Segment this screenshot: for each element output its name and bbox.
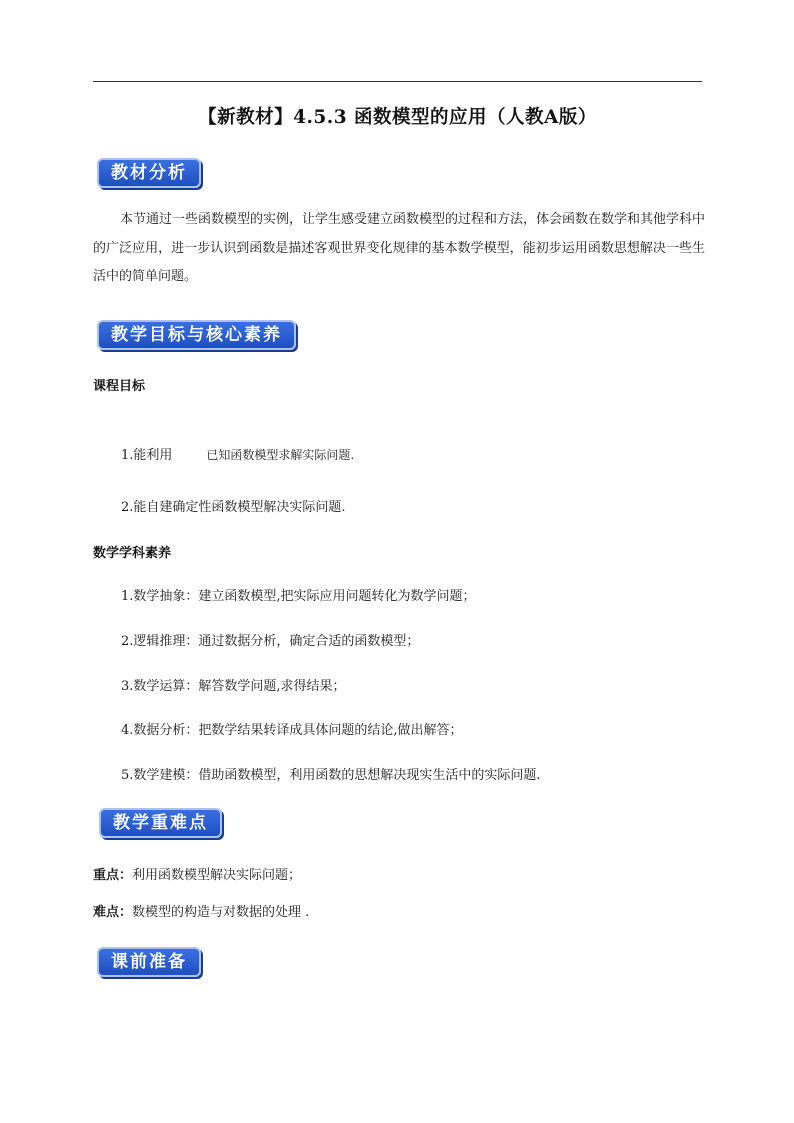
goal-1-number: 1. <box>121 448 134 463</box>
section-badge-goals: 教学目标与核心素养 <box>97 320 296 350</box>
goal-item-2: 2.能自建确定性函数模型解决实际问题. <box>121 500 346 515</box>
key-point-label: 重点： <box>93 868 133 883</box>
literacy-item-4: 4.数据分析：把数学结果转译成具体问题的结论,做出解答； <box>121 723 463 738</box>
key-point-text: 利用函数模型解决实际问题； <box>132 868 302 883</box>
section-badge-preparation: 课前准备 <box>97 947 201 977</box>
key-point-line <box>93 864 301 883</box>
goal-1-text-b: 已知函数模型求解实际问题. <box>206 448 355 462</box>
analysis-paragraph: 本节通过一些函数模型的实例，让学生感受建立函数模型的过程和方法，体会函数在数学和其他学科中的广泛应用，进一步认识到函数是描述客观世界变化规律的基本数学模型，能初步运用函数思想解决一些生活中的简单问题。 <box>93 212 706 284</box>
difficult-point-text: 数模型的构造与对数据的处理 . <box>132 905 310 920</box>
literacy-item-2: 2.逻辑推理：通过数据分析，确定合适的函数模型； <box>121 634 420 649</box>
difficult-point-line <box>93 901 309 920</box>
literacy-heading: 数学学科素养 <box>93 546 172 561</box>
course-goals-heading: 课程目标 <box>93 379 146 394</box>
literacy-item-5: 5.数学建模：借助函数模型，利用函数的思想解决现实生活中的实际问题. <box>121 768 541 783</box>
goal-1-text-a: 能利用 <box>133 448 173 463</box>
goal-item-1 <box>121 444 354 463</box>
page-title: 【新教材】4.5.3 函数模型的应用（人教A版） <box>198 107 597 128</box>
section-badge-key-points: 教学重难点 <box>99 808 222 838</box>
literacy-item-3: 3.数学运算：解答数学问题,求得结果； <box>121 679 346 694</box>
section-badge-analysis: 教材分析 <box>97 158 201 188</box>
literacy-item-1: 1.数学抽象：建立函数模型,把实际应用问题转化为数学问题； <box>121 589 476 604</box>
header-rule <box>93 81 702 82</box>
difficult-point-label: 难点： <box>93 905 133 920</box>
